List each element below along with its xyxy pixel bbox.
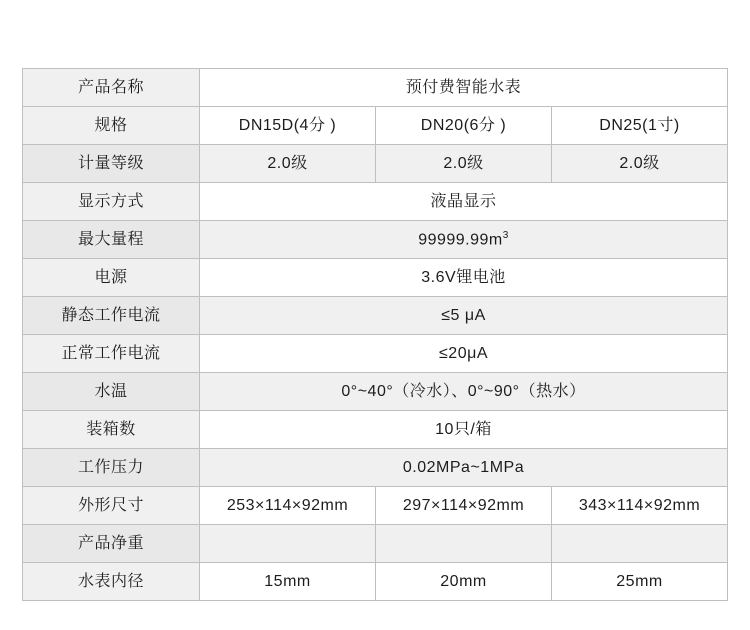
row-label: 最大量程 [23,221,200,259]
row-label: 产品名称 [23,69,200,107]
table-row [23,69,728,107]
row-value-1: 15mm [200,563,376,601]
table-row [23,183,728,221]
table-row [23,259,728,297]
row-value: 0°~40°（冷水）、0°~90°（热水） [200,373,728,411]
row-value-3: 2.0级 [552,145,728,183]
row-label: 水表内径 [23,563,200,601]
table-row [23,107,728,145]
table-row [23,411,728,449]
product-spec-table [22,68,728,601]
row-value-1 [200,525,376,563]
table-row [23,487,728,525]
row-value-2: 297×114×92mm [376,487,552,525]
row-value-1: 253×114×92mm [200,487,376,525]
row-label: 水温 [23,373,200,411]
row-value: 0.02MPa~1MPa [200,449,728,487]
row-value-2: 2.0级 [376,145,552,183]
row-label: 工作压力 [23,449,200,487]
table-row [23,335,728,373]
table-row [23,525,728,563]
row-value [200,221,728,259]
table-row [23,449,728,487]
row-value: 预付费智能水表 [200,69,728,107]
row-value-2 [376,525,552,563]
row-value-3: 25mm [552,563,728,601]
row-value-1: DN15D(4分 ) [200,107,376,145]
table-row [23,373,728,411]
row-value-1: 2.0级 [200,145,376,183]
row-value: ≤5 μA [200,297,728,335]
table-row [23,297,728,335]
row-value-3: DN25(1寸) [552,107,728,145]
row-value-2: 20mm [376,563,552,601]
row-label: 静态工作电流 [23,297,200,335]
row-value-3 [552,525,728,563]
table-row [23,563,728,601]
row-value-3: 343×114×92mm [552,487,728,525]
row-label: 计量等级 [23,145,200,183]
row-value: 3.6V锂电池 [200,259,728,297]
row-label: 产品净重 [23,525,200,563]
max-range-sup: 3 [502,229,509,241]
table-row [23,145,728,183]
row-label: 正常工作电流 [23,335,200,373]
row-label: 规格 [23,107,200,145]
row-value: 液晶显示 [200,183,728,221]
row-value-2: DN20(6分 ) [376,107,552,145]
row-label: 电源 [23,259,200,297]
row-label: 显示方式 [23,183,200,221]
row-value: ≤20μA [200,335,728,373]
row-label: 外形尺寸 [23,487,200,525]
table-row [23,221,728,259]
row-label: 装箱数 [23,411,200,449]
row-value: 10只/箱 [200,411,728,449]
max-range-value: 99999.99m [418,231,503,249]
